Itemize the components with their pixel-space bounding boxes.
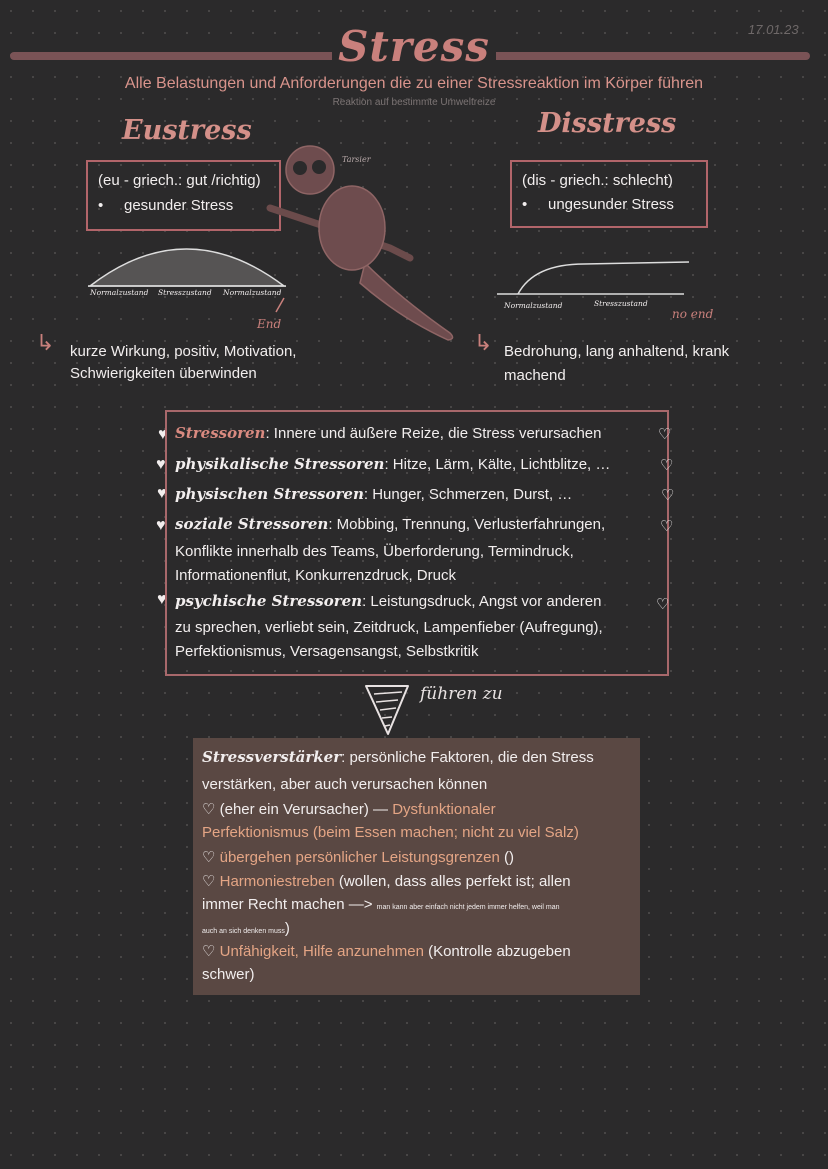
verstaerker-l7-note: man kann aber einfach nicht jedem immer helfen, weil man	[376, 904, 560, 911]
distress-arrow-icon: ↳	[474, 330, 493, 355]
down-arrow-icon	[362, 682, 414, 737]
verstaerker-line-7	[202, 896, 560, 913]
heart-outline-icon: ♡	[202, 943, 216, 960]
heart-icon: ♥	[156, 456, 166, 473]
psychische-text: : Leistungsdruck, Angst vor anderen	[362, 593, 602, 610]
verstaerker-l3-highlight: Dysfunktionaler	[392, 801, 496, 818]
bullet-icon: •	[98, 197, 104, 214]
verstaerker-line-2: verstärken, aber auch verursachen können	[202, 776, 488, 793]
heart-icon: ♥	[156, 517, 166, 534]
distress-definition-box	[510, 160, 708, 228]
heart-outline-icon: ♡	[202, 849, 216, 866]
stressoren-line-7	[175, 592, 601, 610]
heart-outline-icon: ♡	[660, 457, 674, 474]
eustress-curve	[90, 249, 284, 286]
verstaerker-l6-highlight: Harmoniestreben	[219, 873, 335, 890]
eustress-bullet-text: gesunder Stress	[124, 197, 234, 214]
eustress-end-label: End	[257, 317, 282, 331]
distress-bullet-text: ungesunder Stress	[548, 196, 674, 213]
stressoren-line-3	[175, 485, 572, 503]
soziale-text: : Mobbing, Trennung, Verlusterfahrungen,	[328, 516, 606, 533]
tarsier-head	[286, 146, 334, 194]
verstaerker-l8-note: auch an sich denken muss	[202, 928, 285, 935]
soziale-term: soziale Stressoren	[175, 515, 329, 533]
heart-icon: ♥	[158, 426, 168, 443]
eustress-label-stress: Stresszustand	[158, 288, 212, 297]
stressoren-line-9: Perfektionismus, Versagensangst, Selbstkritik	[175, 643, 479, 660]
stressverstaerker-box	[193, 738, 640, 995]
distress-effect-line-2: machend	[504, 367, 566, 384]
eustress-label-normal-2: Normalzustand	[223, 288, 282, 297]
eustress-arrow-icon: ↳	[36, 330, 55, 355]
distress-curve	[518, 262, 689, 294]
verstaerker-l5-highlight: übergehen persönlicher Leistungsgrenzen	[219, 849, 500, 866]
stressoren-line-8: zu sprechen, verliebt sein, Zeitdruck, Lampenfieber (Aufregung),	[175, 619, 603, 636]
distress-effect-line-1: Bedrohung, lang anhaltend, krank	[504, 343, 730, 360]
fuehren-zu-label: führen zu	[420, 684, 503, 704]
psychische-term: psychische Stressoren	[175, 592, 363, 610]
distress-curve-diagram	[494, 254, 729, 326]
bullet-icon: •	[522, 196, 528, 213]
verstaerker-line-8	[202, 920, 290, 937]
stressoren-line-2	[175, 455, 610, 473]
stressoren-term: Stressoren	[175, 424, 266, 442]
distress-label-stress: Stresszustand	[594, 299, 648, 308]
distress-bullet-line	[522, 196, 674, 213]
stressoren-line-4	[175, 515, 605, 533]
heart-outline-icon: ♡	[202, 873, 216, 890]
heart-outline-icon: ♡	[661, 487, 675, 504]
stressoren-line-6: Informationenflut, Konkurrenzdruck, Druck	[175, 567, 456, 584]
heart-outline-icon: ♡	[656, 596, 670, 613]
heart-icon: ♥	[157, 485, 167, 502]
stressoren-line-5: Konflikte innerhalb des Teams, Überforderung, Termindruck,	[175, 543, 574, 560]
stressoren-def: : Innere und äußere Reize, die Stress verursachen	[265, 425, 602, 442]
physikalische-term: physikalische Stressoren	[175, 455, 385, 473]
distress-end-label: no end	[672, 307, 714, 321]
stress-sub-definition: Reaktion auf bestimmte Umweltreize	[332, 97, 496, 108]
tarsier-eye-left-icon	[293, 161, 307, 175]
eustress-label-normal-1: Normalzustand	[90, 288, 149, 297]
verstaerker-line-3	[202, 800, 496, 818]
tarsier-eye-right-icon	[312, 160, 326, 174]
verstaerker-line-1	[202, 748, 594, 766]
distress-etymology: (dis - griech.: schlecht)	[522, 172, 673, 189]
verstaerker-def: : persönliche Faktoren, die den Stress	[341, 749, 594, 766]
heart-outline-icon: ♡	[660, 518, 674, 535]
verstaerker-l6-text: (wollen, dass alles perfekt ist; allen	[334, 873, 571, 890]
distress-label-normal: Normalzustand	[504, 301, 563, 310]
page-title-text: Stress	[332, 22, 496, 71]
stressoren-box	[165, 410, 672, 676]
verstaerker-l9-highlight: Unfähigkeit, Hilfe anzunehmen	[219, 943, 424, 960]
verstaerker-line-6	[202, 872, 571, 890]
heart-outline-icon: ♡	[202, 801, 216, 818]
verstaerker-line-9	[202, 942, 571, 960]
verstaerker-line-4: Perfektionismus (beim Essen machen; nicht zu viel Salz)	[202, 824, 579, 841]
verstaerker-l9-text: (Kontrolle abzugeben	[423, 943, 571, 960]
tarsier-illustration	[260, 138, 465, 348]
eustress-heading: Eustress	[122, 115, 252, 146]
tarsier-label: Tarsier	[342, 155, 371, 164]
eustress-effect-line-2: Schwierigkeiten überwinden	[70, 365, 257, 382]
verstaerker-l3-text: (eher ein Verursacher) —	[219, 801, 393, 818]
verstaerker-l5-text: ()	[499, 849, 514, 866]
physischen-text: : Hunger, Schmerzen, Durst, …	[363, 486, 573, 503]
physischen-term: physischen Stressoren	[175, 485, 364, 503]
verstaerker-line-5	[202, 848, 514, 866]
heart-icon: ♥	[157, 591, 167, 608]
stressoren-line-1	[175, 424, 601, 442]
page-title	[0, 22, 828, 71]
tarsier-tail	[360, 263, 453, 340]
heart-outline-icon: ♡	[658, 426, 672, 443]
eustress-bullet-line	[98, 197, 233, 214]
stress-definition: Alle Belastungen und Anforderungen die zu einer Stressreaktion im Körper führen	[124, 75, 704, 92]
verstaerker-l7-text: immer Recht machen —>	[202, 896, 377, 913]
eustress-definition-box	[86, 160, 281, 231]
physikalische-text: : Hitze, Lärm, Kälte, Lichtblitze, …	[384, 456, 611, 473]
verstaerker-term: Stressverstärker	[202, 748, 342, 766]
verstaerker-l8-text: )	[284, 920, 290, 937]
verstaerker-line-10: schwer)	[202, 966, 255, 983]
distress-heading: Disstress	[538, 108, 677, 139]
date-label: 17.01.23	[748, 22, 799, 37]
eustress-etymology: (eu - griech.: gut /richtig)	[98, 172, 261, 189]
tarsier-body	[319, 186, 385, 270]
eustress-effect-line-1: kurze Wirkung, positiv, Motivation,	[70, 343, 297, 360]
